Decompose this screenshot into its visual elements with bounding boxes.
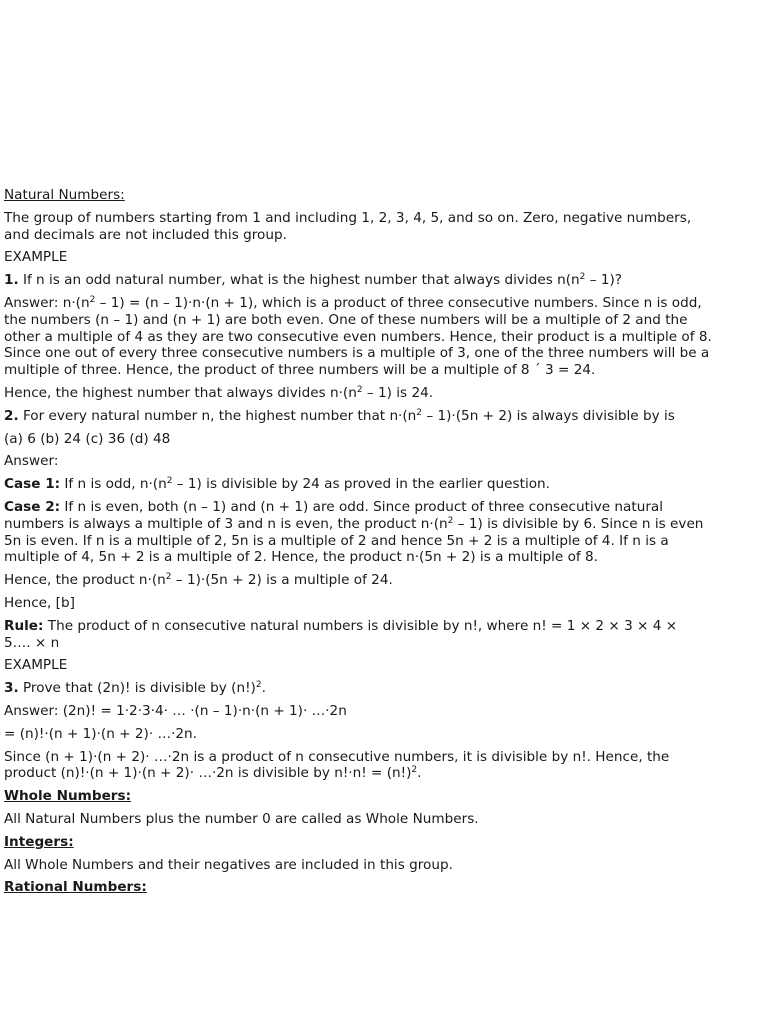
answer-label: [4, 453, 764, 470]
rule-label: Rule:: [4, 617, 44, 634]
conclusion-line: [4, 572, 764, 589]
definition-line: All Whole Numbers and their negatives are included in this group.: [4, 856, 453, 873]
case-text: – 1) is divisible by 6. Since n is even: [453, 515, 704, 532]
rational-numbers-heading: Rational Numbers:: [4, 879, 147, 896]
case-text: If n is even, both (n – 1) and (n + 1) are odd. Since product of three consecutive natural: [60, 498, 664, 515]
answer-1: [4, 295, 764, 379]
case-label: Case 2:: [4, 498, 61, 515]
case-line: [4, 516, 764, 533]
document-page: [4, 187, 764, 896]
case-line: [4, 476, 764, 493]
hence-answer-text: Hence, [b]: [4, 594, 75, 611]
integers-heading: Integers:: [4, 833, 74, 850]
answer-line: Answer: (2n)! = 1·2·3·4· … ·(n – 1)·n·(n + 1)· …·2n: [4, 702, 347, 719]
question-text: – 1)?: [585, 272, 623, 289]
case-conclusion: [4, 572, 764, 589]
example-label-text: EXAMPLE: [4, 657, 68, 674]
question-2: [4, 408, 764, 425]
answer-line: [4, 765, 764, 782]
question-text: For every natural number n, the highest number that n·(n: [18, 407, 417, 424]
question-2-options: [4, 431, 764, 448]
natural-numbers-definition: [4, 210, 764, 244]
conclusion-text: – 1) is 24.: [362, 384, 434, 401]
answer-line: = (n)!·(n + 1)·(n + 2)· …·2n.: [4, 725, 197, 742]
answer-3-since: [4, 749, 764, 783]
conclusion-text: – 1)·(5n + 2) is a multiple of 24.: [171, 572, 393, 589]
superscript: 2: [416, 407, 423, 418]
answer-text: Answer: n·(n: [4, 294, 90, 311]
example-label: [4, 249, 764, 266]
case-2: [4, 499, 764, 566]
superscript: 2: [165, 572, 172, 583]
answer-line: Since (n + 1)·(n + 2)· …·2n is a product of n consecutive numbers, it is divisible by n!. Hence, the: [4, 748, 670, 765]
answer-text: product (n)!·(n + 1)·(n + 2)· …·2n is divisible by n!·n! = (n!): [4, 765, 412, 782]
case-1: [4, 476, 764, 493]
superscript: 2: [166, 476, 173, 487]
rational-numbers-section: [4, 879, 764, 896]
case-line: 5n is even. If n is a multiple of 2, 5n is a multiple of 2 and hence 5n + 2 is a multiple of 4. If n is a: [4, 532, 669, 549]
case-label: Case 1:: [4, 476, 61, 493]
case-text: – 1) is divisible by 24 as proved in the earlier question.: [172, 476, 550, 493]
question-line: [4, 680, 764, 697]
case-line: multiple of 4, 5n + 2 is a multiple of 2. Hence, the product n·(5n + 2) is a multiple of 8.: [4, 549, 598, 566]
conclusion-text: Hence, the highest number that always divides n·(n: [4, 384, 357, 401]
rule-line: [4, 618, 764, 635]
question-line: [4, 408, 764, 425]
conclusion-line: [4, 385, 764, 402]
definition-line: All Natural Numbers plus the number 0 are called as Whole Numbers.: [4, 810, 479, 827]
superscript: 2: [411, 765, 418, 776]
answer-text: .: [417, 765, 422, 782]
answer-label-text: Answer:: [4, 453, 59, 470]
superscript: 2: [89, 294, 96, 305]
natural-numbers-section: [4, 187, 764, 204]
conclusion-text: Hence, the product n·(n: [4, 572, 166, 589]
case-line: [4, 499, 764, 516]
answer-line: other a multiple of 4 as they are two consecutive even numbers. Hence, their product is a multiple of 8.: [4, 328, 712, 345]
superscript: 2: [447, 515, 454, 526]
question-text: Prove that (2n)! is divisible by (n!): [18, 680, 256, 697]
superscript: 2: [356, 384, 363, 395]
whole-numbers-section: [4, 788, 764, 805]
question-3: [4, 680, 764, 697]
definition-line: and decimals are not included this group.: [4, 226, 287, 243]
question-text: If n is an odd natural number, what is the highest number that always divides n(n: [18, 272, 580, 289]
integers-section: [4, 834, 764, 851]
question-text: .: [261, 680, 266, 697]
question-number: 3.: [4, 680, 19, 697]
example-label: [4, 657, 764, 674]
answer-1-conclusion: [4, 385, 764, 402]
question-number: 2.: [4, 407, 19, 424]
rule-text: The product of n consecutive natural numbers is divisible by n!, where n! = 1 × 2 × 3 × 4 ×: [43, 617, 678, 634]
answer-line: [4, 295, 764, 312]
integers-definition: [4, 857, 764, 874]
whole-numbers-definition: [4, 811, 764, 828]
case-text: If n is odd, n·(n: [60, 476, 167, 493]
question-1: [4, 272, 764, 289]
rule: [4, 618, 764, 652]
answer-text: – 1) = (n – 1)·n·(n + 1), which is a product of three consecutive numbers. Since n is odd,: [95, 294, 702, 311]
natural-numbers-heading: Natural Numbers:: [4, 187, 125, 203]
superscript: 2: [579, 272, 586, 283]
answer-3-line-2: [4, 726, 764, 743]
case-text: numbers is always a multiple of 3 and n is even, the product n·(n: [4, 515, 448, 532]
hence-answer: [4, 595, 764, 612]
whole-numbers-heading: Whole Numbers:: [4, 788, 132, 805]
rule-line: 5…. × n: [4, 634, 60, 651]
answer-line: multiple of three. Hence, the product of three numbers will be a multiple of 8 ´ 3 = 24.: [4, 362, 596, 379]
example-label-text: EXAMPLE: [4, 249, 68, 266]
answer-3-line-1: [4, 703, 764, 720]
answer-line: Since one out of every three consecutive numbers is a multiple of 3, one of the three numbers will be a: [4, 345, 710, 362]
superscript: 2: [255, 680, 262, 691]
question-line: [4, 272, 764, 289]
options-line: (a) 6 (b) 24 (c) 36 (d) 48: [4, 430, 171, 447]
question-text: – 1)·(5n + 2) is always divisible by is: [422, 407, 675, 424]
answer-line: the numbers (n – 1) and (n + 1) are both even. One of these numbers will be a multiple of 2 and the: [4, 311, 688, 328]
definition-line: The group of numbers starting from 1 and including 1, 2, 3, 4, 5, and so on. Zero, negative numbers,: [4, 209, 692, 226]
question-number: 1.: [4, 272, 19, 289]
